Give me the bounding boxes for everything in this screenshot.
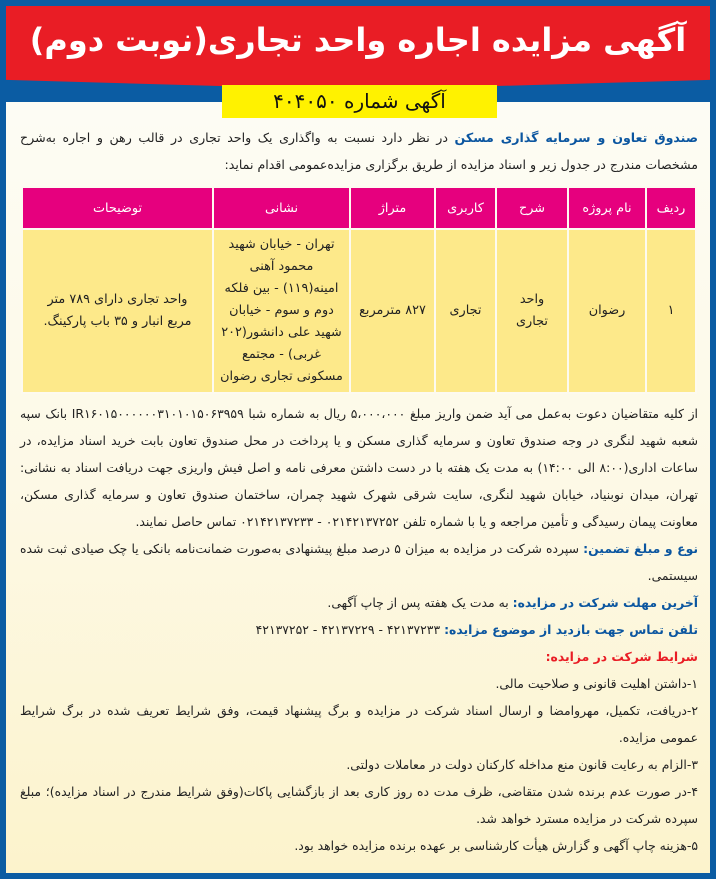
visit-phone-label: تلفن تماس جهت بازدید از موضوع مزایده: [444,622,698,637]
intro-text: در نظر دارد نسبت به واگذاری یک واحد تجاری در قالب رهن و اجاره به‌شرح مشخصات مندرج در جدول زیر و اسناد مزایده از طریق برگزاری مزایده‌عمومی اقدام نماید: [20,130,698,172]
col-header: کاربری [435,187,496,229]
organization-name: صندوق تعاون و سرمایه گذاری مسکن [454,130,698,145]
col-header: توضیحات [22,187,213,229]
auction-table [21,186,697,394]
guarantee-text: سپرده شرکت در مزایده به میزان ۵ درصد مبلغ پیشنهادی به‌صورت ضمانت‌نامه بانکی یا چک صیادی ثبت شده سیستمی. [20,541,698,583]
intro-paragraph [20,124,698,178]
col-header: ردیف [646,187,696,229]
content [6,102,710,873]
page-title: آگهی مزایده اجاره واحد تجاری(نوبت دوم) [29,21,687,59]
deadline-line [20,589,698,616]
cell-area: ۸۲۷ مترمربع [350,229,435,393]
condition-item: ۴-در صورت عدم برنده شدن متقاضی، ظرف مدت ده روز کاری بعد از بازگشایی پاکات(وفق شرایط مندرج در اسناد مزایده)؛ مبلغ سپرده شرکت در مزایده مسترد خواهد شد. [20,784,698,826]
col-header: شرح [496,187,568,229]
cell-usage: تجاری [435,229,496,393]
col-header: متراژ [350,187,435,229]
cell-row-number: ۱ [646,229,696,393]
cell-project: رضوان [568,229,646,393]
condition-item: ۱-داشتن اهلیت قانونی و صلاحیت مالی. [495,676,698,691]
condition-item: ۵-هزینه چاپ آگهی و گزارش هیأت کارشناسی بر عهده برنده مزایده خواهد بود. [294,838,698,853]
header [6,6,710,113]
deadline-text: به مدت یک هفته پس از چاپ آگهی. [327,595,513,610]
table-header-row [22,187,696,229]
table-row [22,229,696,393]
visit-phone-numbers: ۴۲۱۳۷۲۳۳ - ۴۲۱۳۷۲۲۹ - ۴۲۱۳۷۲۵۲ [255,622,445,637]
cell-notes: واحد تجاری دارای ۷۸۹ متر مربع انبار و ۳۵ باب پارکینگ. [22,229,213,393]
guarantee-label: نوع و مبلغ تضمین: [583,541,699,556]
invitation-paragraph: از کلیه متقاضیان دعوت به‌عمل می آید ضمن واریز مبلغ ۵،۰۰۰،۰۰۰ ریال به شماره شبا IR۱۶۰۱۵۰۰۰۰۰۰۳۱۰۱۰۱۵۰۶۳۹۵۹ بانک سپه شعبه شهید لنگری در وجه صندوق تعاون و سرمایه گذاری مسکن و یا پرداخت در محل صندوق تعاون بابت خرید اسناد مزایده، در ساعات اداری(۸:۰۰ الی ۱۴:۰۰) به مدت یک هفته با در دست داشتن معرفی نامه و اصل فیش واریزی جهت دریافت اسناد به نشانی: تهران، میدان نوبنیاد، خیابان شهید لنگری، سایت شرقی شهرک شهید چمران، ساختمان صندوق تعاون و سرمایه گذاری مسکن، معاونت پیمان رسیدگی و تأمین مراجعه و یا با شماره تلفن ۰۲۱۴۲۱۳۷۲۵۲ - ۰۲۱۴۲۱۳۷۲۳۳ تماس حاصل نمایند. [20,406,698,529]
notice-body [20,400,698,859]
condition-item: ۲-دریافت، تکمیل، مهروامضا و ارسال اسناد شرکت در مزایده و برگ پیشنهاد قیمت، وفق شرایط تعریف شده در برگ شرایط عمومی مزایده. [20,703,698,745]
deadline-label: آخرین مهلت شرکت در مزایده: [512,595,698,610]
col-header: نام پروژه [568,187,646,229]
cell-description: واحد تجاری [496,229,568,393]
cell-address: تهران - خیابان شهید محمود آهنی امینه(۱۱۹) - بین فلکه دوم و سوم - خیابان شهید علی دانشور(۲۰۲ غربی) - مجتمع مسکونی تجاری رضوان [213,229,350,393]
visit-phone-line [20,616,698,643]
col-header: نشانی [213,187,350,229]
guarantee-line [20,535,698,589]
conditions-title: شرایط شرکت در مزایده: [545,649,698,664]
condition-item: ۳-الزام به رعایت قانون منع مداخله کارکنان دولت در معاملات دولتی. [346,757,698,772]
notice-frame [6,6,710,873]
notice-number: آگهی شماره ۴۰۴۰۵۰ [222,85,497,118]
